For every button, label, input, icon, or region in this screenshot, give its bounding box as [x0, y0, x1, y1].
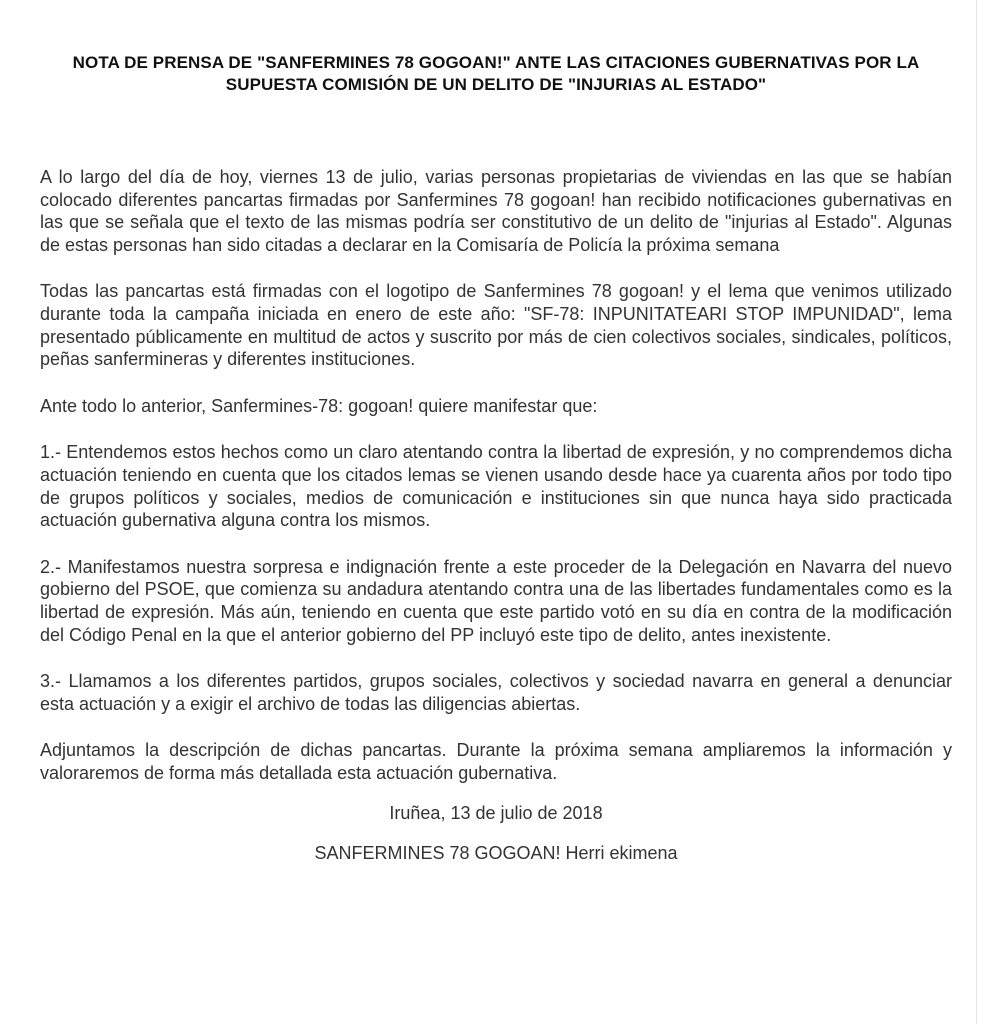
- document-body: [40, 166, 952, 864]
- paragraph-statement-lead: Ante todo lo anterior, Sanfermines-78: gogoan! quiere manifestar que:: [40, 395, 598, 416]
- date-line: Iruñea, 13 de julio de 2018: [389, 803, 603, 824]
- press-release-document: [40, 52, 952, 882]
- signature-line: SANFERMINES 78 GOGOAN! Herri ekimena: [314, 843, 678, 864]
- paragraph-banners: Todas las pancartas está firmadas con el logotipo de Sanfermines 78 gogoan! y el lema que venimos utilizado durante toda la campaña iniciada en enero de este año: "SF-78: INPUNITATEARI STOP IMPUNIDAD", lema presentado públicamente en multitud de actos y suscrito por más de cien colectivos sociales, sindicales, políticos, peñas sanfermineras y diferentes instituciones.: [40, 281, 952, 370]
- paragraph-point-1: 1.- Entendemos estos hechos como un claro atentando contra la libertad de expresión, y no comprendemos dicha actuación teniendo en cuenta que los citados lemas se vienen usando desde hace ya cuarenta años por todo tipo de grupos políticos y sociales, medios de comunicación e instituciones sin que nunca haya sido practicada actuación gubernativa alguna contra los mismos.: [40, 442, 952, 531]
- page-edge-divider: [976, 0, 977, 1024]
- paragraph-closing: Adjuntamos la descripción de dichas pancartas. Durante la próxima semana ampliaremos la información y valoraremos de forma más detallada esta actuación gubernativa.: [40, 740, 952, 783]
- paragraph-point-3: 3.- Llamamos a los diferentes partidos, grupos sociales, colectivos y sociedad navarra en general a denunciar esta actuación y a exigir el archivo de todas las diligencias abiertas.: [40, 671, 952, 714]
- paragraph-point-2: 2.- Manifestamos nuestra sorpresa e indignación frente a este proceder de la Delegación en Navarra del nuevo gobierno del PSOE, que comienza su andadura atentando contra una de las libertades fundamentales como es la libertad de expresión. Más aún, teniendo en cuenta que este partido votó en su día en contra de la modificación del Código Penal en la que el anterior gobierno del PP incluyó este tipo de delito, antes inexistente.: [40, 556, 952, 645]
- document-title: NOTA DE PRENSA DE "SANFERMINES 78 GOGOAN!" ANTE LAS CITACIONES GUBERNATIVAS POR LA SUPUESTA COMISIÓN DE UN DELITO DE "INJURIAS AL ESTADO": [72, 53, 920, 94]
- paragraph-intro: A lo largo del día de hoy, viernes 13 de julio, varias personas propietarias de viviendas en las que se habían colocado diferentes pancartas firmadas por Sanfermines 78 gogoan! han recibido notificaciones gubernativas en las que se señala que el texto de las mismas podría ser constitutivo de un delito de "injurias al Estado". Algunas de estas personas han sido citadas a declarar en la Comisaría de Policía la próxima semana: [40, 167, 952, 255]
